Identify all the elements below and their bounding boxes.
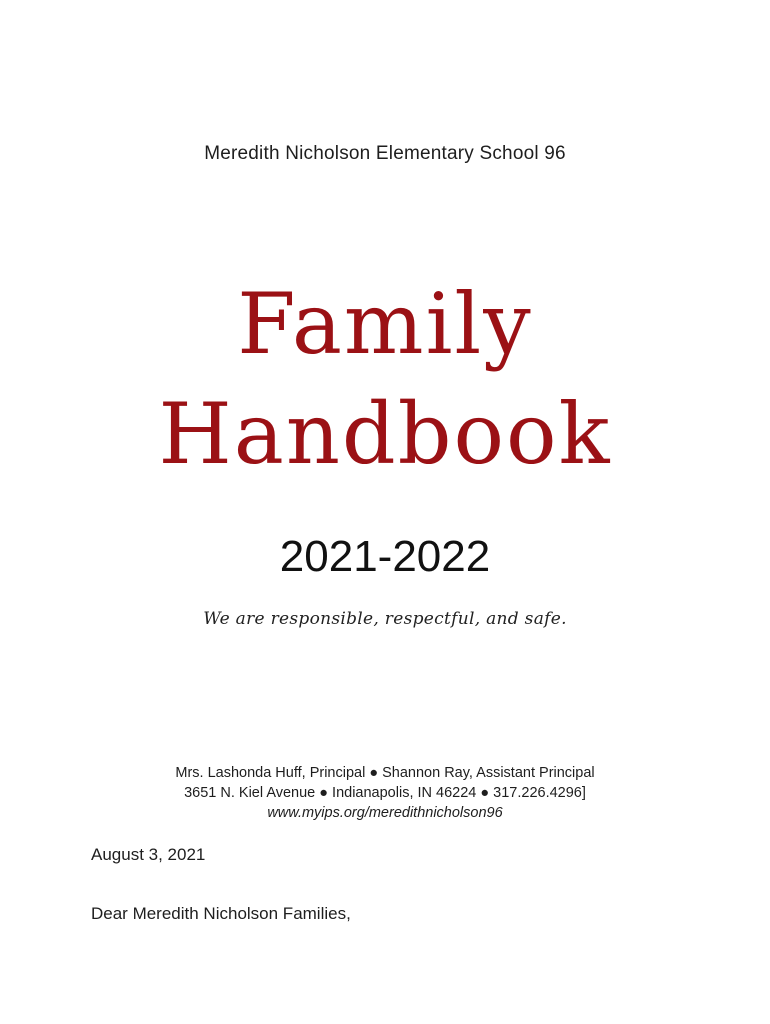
letter-date: August 3, 2021 [91, 845, 206, 864]
staff-line: Mrs. Lashonda Huff, Principal ● Shannon Ray, Assistant Principal [175, 765, 595, 781]
school-name: Meredith Nicholson Elementary School 96 [204, 143, 566, 164]
letter-greeting: Dear Meredith Nicholson Families, [91, 904, 351, 923]
title-line-handbook: Handbook [158, 385, 612, 483]
school-year: 2021-2022 [279, 532, 491, 581]
school-motto: We are responsible, respectful, and safe. [203, 609, 567, 629]
address-line: 3651 N. Kiel Avenue ● Indianapolis, IN 46224 ● 317.226.4296] [184, 785, 586, 801]
title-line-family: Family [237, 275, 533, 373]
website-link[interactable]: www.myips.org/meredithnicholson96 [267, 805, 503, 821]
